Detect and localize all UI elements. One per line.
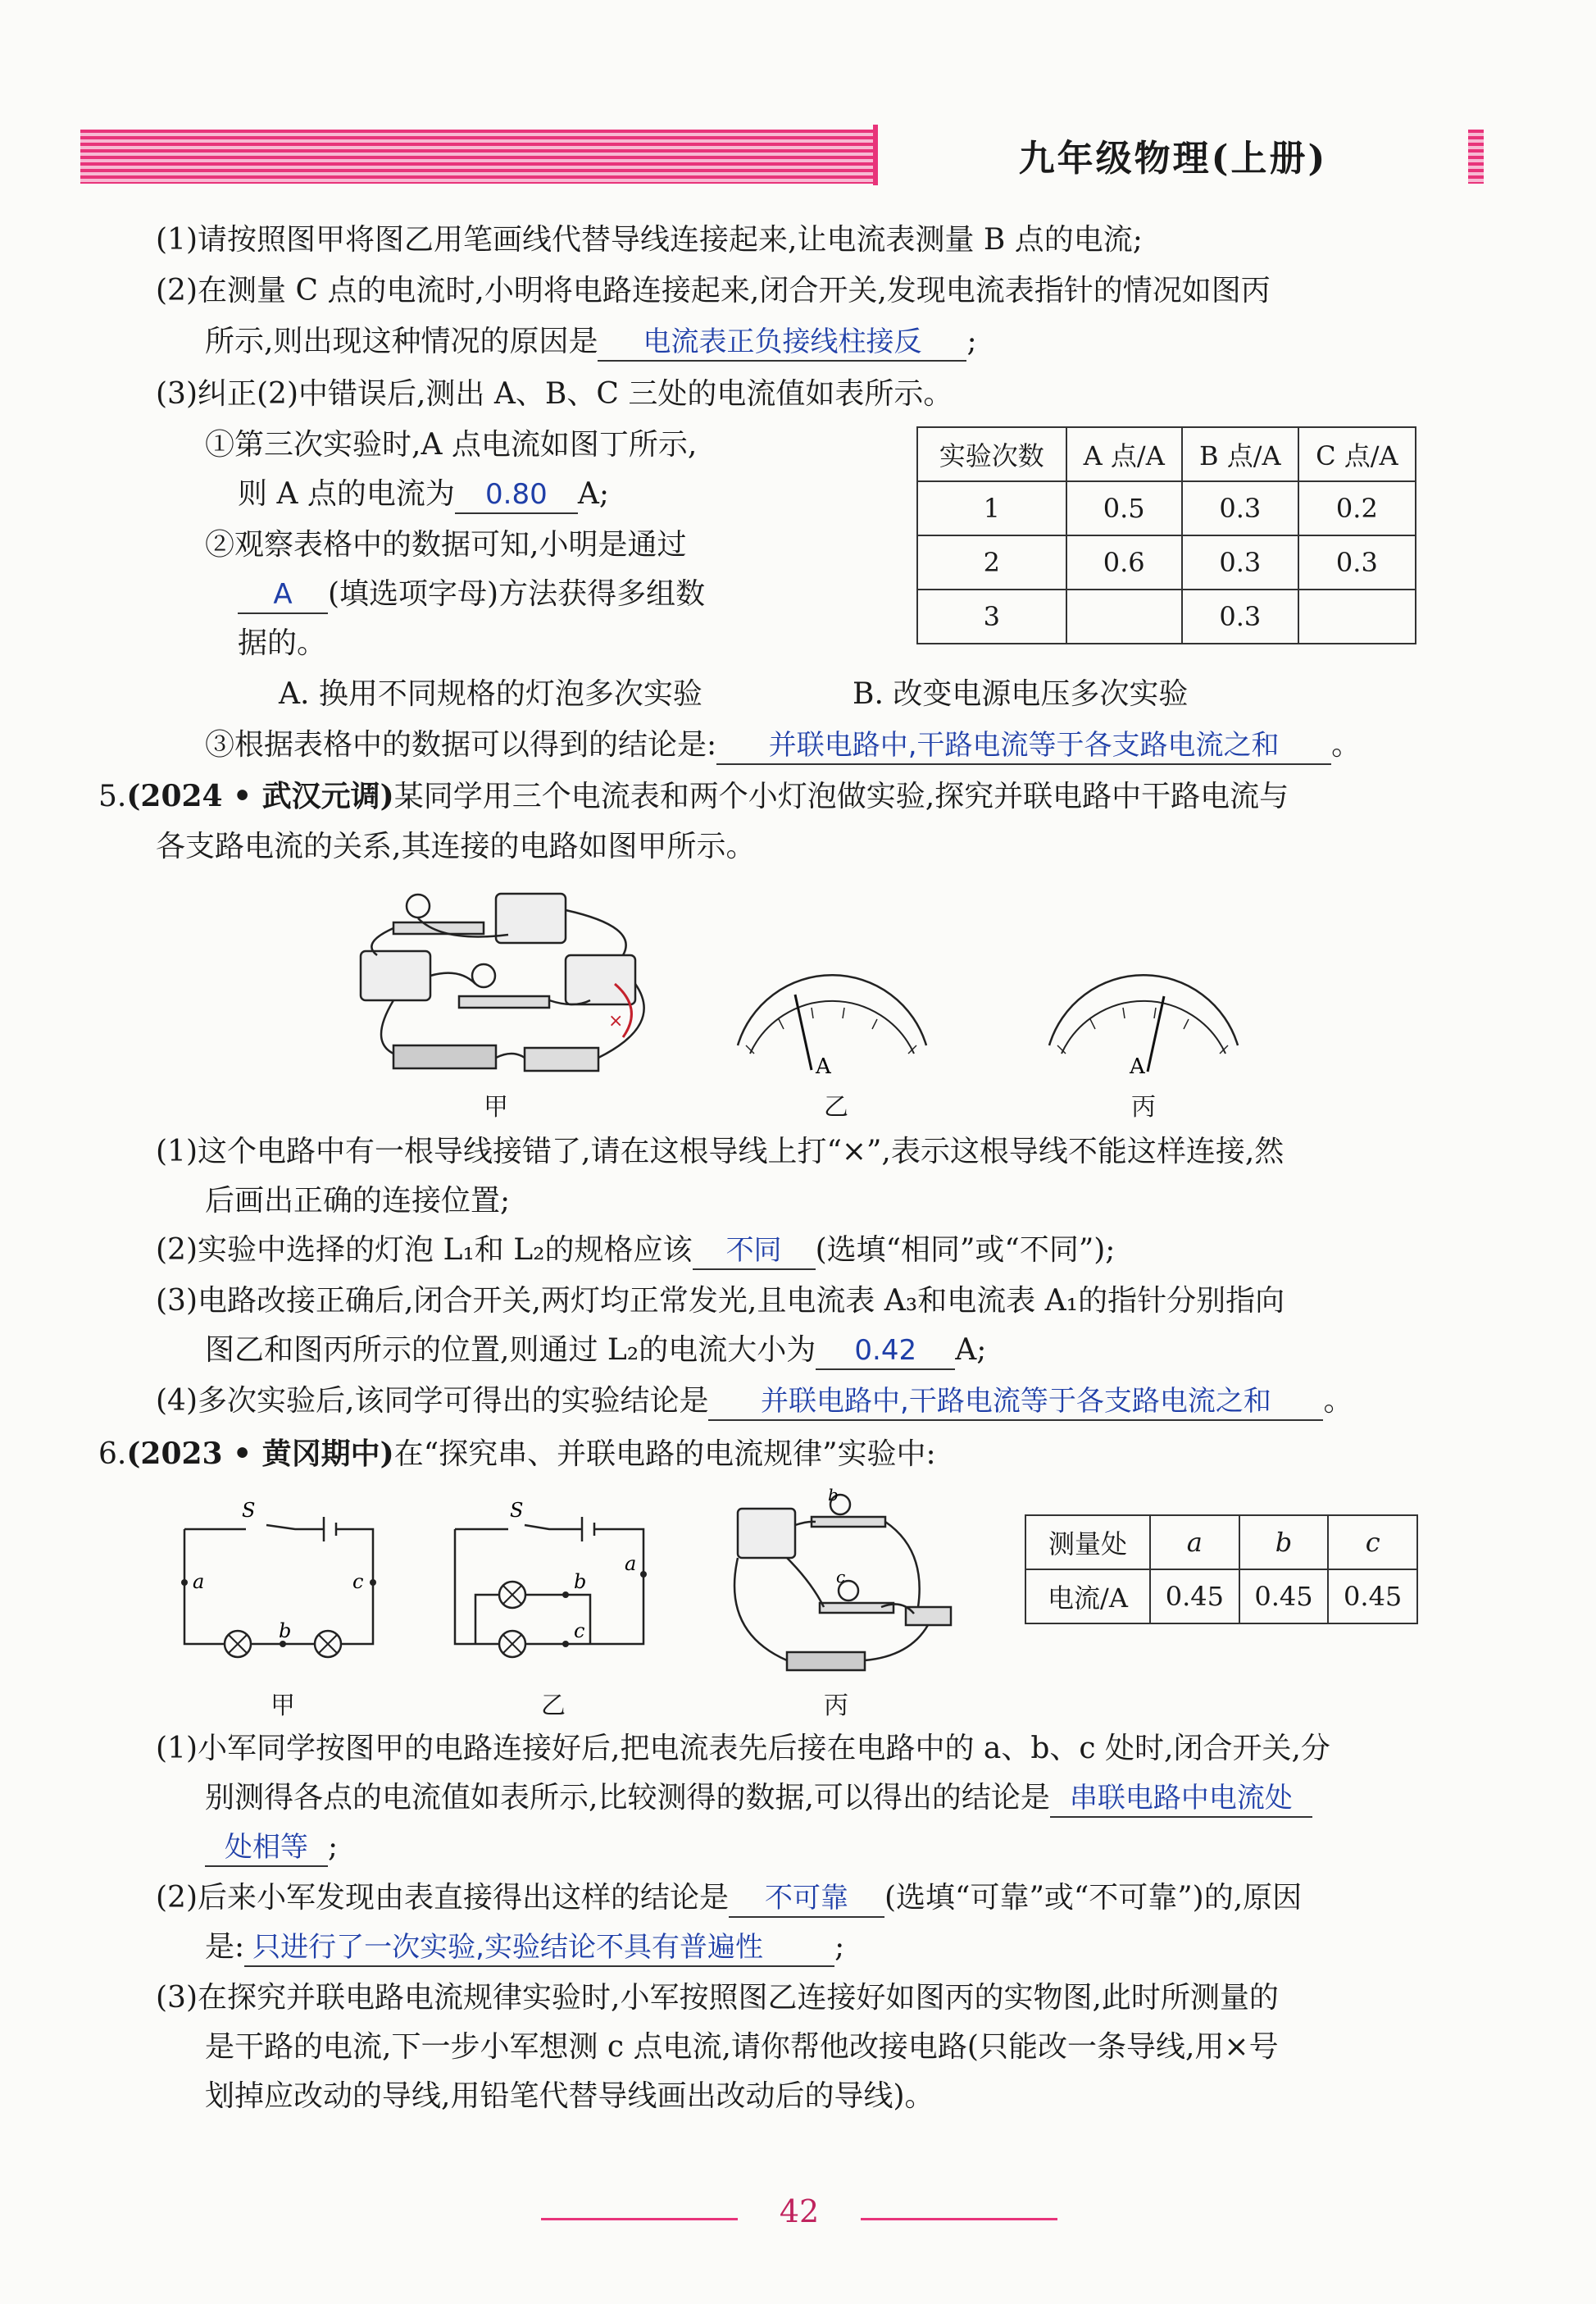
q5-part2 <box>156 1230 1115 1271</box>
q6-part2-answer: 不可靠 <box>729 1880 884 1918</box>
q5-caption-yi: 乙 <box>824 1093 848 1122</box>
q4-sub1-line1: ①第三次实验时,A 点电流如图丁所示, <box>205 428 698 462</box>
table-cell: 1 <box>917 481 1066 535</box>
q6-part3-line2: 是干路的电流,下一步小军想测 c 点电流,请你帮他改接电路(只能改一条导线,用×号 <box>205 2030 1279 2064</box>
table-header-row <box>917 427 1416 481</box>
q6-bing-label-c: c <box>836 1567 846 1587</box>
q6-source: (2023 • 黄冈期中) <box>126 1437 394 1471</box>
q6-figure-bing-physical-circuit <box>713 1484 959 1681</box>
q6-part1-line3 <box>205 1827 338 1868</box>
table-cell: 2 <box>917 535 1066 590</box>
q6-caption-yi: 乙 <box>541 1692 566 1720</box>
q6-jia-switch-label: S <box>242 1499 256 1522</box>
q4-part2-line1: (2)在测量 C 点的电流时,小明将电路连接起来,闭合开关,发现电流表指针的情况如图丙 <box>156 274 1271 307</box>
q5-part2-rest: (选填“相同”或“不同”); <box>815 1233 1116 1267</box>
q5-caption-jia: 甲 <box>484 1093 508 1122</box>
q6-stem <box>98 1433 936 1475</box>
table-header-cell: B 点/A <box>1182 427 1298 481</box>
table-cell: 3 <box>917 590 1066 644</box>
q6-part2-line2 <box>205 1927 844 1968</box>
footer-rule-right <box>861 2218 1057 2220</box>
q4-sub3 <box>205 725 1361 766</box>
q4-part2-answer: 电流表正负接线柱接反 <box>598 324 966 362</box>
q5-stem-line1 <box>98 776 1289 817</box>
table-cell <box>1066 590 1182 644</box>
q4-part2-end: ; <box>966 325 977 358</box>
svg-text:×: × <box>608 1011 624 1031</box>
q4-sub2-answer: A <box>238 576 328 614</box>
table-cell: 0.45 <box>1328 1569 1417 1623</box>
q4-sub3-end: 。 <box>1331 728 1362 762</box>
q6-part2-end: ; <box>834 1930 845 1964</box>
q5-figure-yi-ammeter <box>721 972 943 1078</box>
q4-sub2-line1: ②观察表格中的数据可知,小明是通过 <box>205 528 687 562</box>
q6-part1-line2 <box>205 1778 1312 1819</box>
q4-sub1-line2 <box>238 474 609 515</box>
q6-caption-jia: 甲 <box>271 1692 295 1720</box>
q5-part3-line1: (3)电路改接正确后,闭合开关,两灯均正常发光,且电流表 A₃和电流表 A₁的指针分别指向 <box>156 1284 1285 1318</box>
page-title: 九年级物理(上册) <box>873 125 1468 185</box>
q5-part4-end: 。 <box>1323 1384 1353 1418</box>
table-header-cell: A 点/A <box>1066 427 1182 481</box>
q6-figure-yi-parallel-circuit <box>443 1496 656 1660</box>
table-header-cell: c <box>1328 1515 1417 1569</box>
q6-jia-label-a: a <box>193 1570 205 1593</box>
q4-sub3-text: ③根据表格中的数据可以得到的结论是: <box>205 728 717 762</box>
q6-part2-answer2: 只进行了一次实验,实验结论不具有普遍性 <box>244 1929 834 1967</box>
q6-number: 6. <box>98 1437 127 1471</box>
q6-part1-line1: (1)小军同学按图甲的电路连接好后,把电流表先后接在电路中的 a、b、c 处时,闭合开关,分 <box>156 1732 1330 1765</box>
q4-sub1-answer: 0.80 <box>455 476 578 514</box>
q4-part2-line2 <box>205 321 977 362</box>
q5-caption-bing: 丙 <box>1131 1093 1156 1122</box>
table-cell: 0.3 <box>1182 590 1298 644</box>
q5-part4-text: (4)多次实验后,该同学可得出的实验结论是 <box>156 1384 709 1418</box>
table-row <box>1025 1569 1417 1623</box>
q5-part3-unit: A; <box>955 1333 987 1367</box>
q5-part1-line1: (1)这个电路中有一根导线接错了,请在这根导线上打“×”,表示这根导线不能这样连接,然 <box>156 1135 1285 1168</box>
table-row <box>917 481 1416 535</box>
q5-part3-answer: 0.42 <box>816 1332 955 1370</box>
q5-part4-answer: 并联电路中,干路电流等于各支路电流之和 <box>708 1383 1323 1421</box>
table-cell: 0.6 <box>1066 535 1182 590</box>
table-header-row <box>1025 1515 1417 1569</box>
q4-sub2-text: (填选项字母)方法获得多组数 <box>328 577 706 611</box>
q4-sub2-line3: 据的。 <box>238 626 327 660</box>
q6-part2-rest: (选填“可靠”或“不可靠”)的,原因 <box>884 1881 1303 1915</box>
q6-part3-line3: 划掉应改动的导线,用铅笔代替导线画出改动后的导线)。 <box>205 2079 934 2113</box>
table-header-cell: a <box>1150 1515 1239 1569</box>
table-cell: 电流/A <box>1025 1569 1150 1623</box>
table-cell: 0.3 <box>1298 535 1416 590</box>
q4-part3: (3)纠正(2)中错误后,测出 A、B、C 三处的电流值如表所示。 <box>156 377 953 411</box>
q6-yi-label-c: c <box>574 1619 585 1642</box>
page-number: 42 <box>779 2193 820 2229</box>
table-cell: 0.45 <box>1239 1569 1329 1623</box>
q6-caption-bing: 丙 <box>824 1692 848 1720</box>
q4-option-b: B. 改变电源电压多次实验 <box>853 677 1189 711</box>
q4-part1: (1)请按照图甲将图乙用笔画线代替导线连接起来,让电流表测量 B 点的电流; <box>156 223 1143 257</box>
q6-bing-label-b: b <box>828 1485 839 1505</box>
q5-part3-text: 图乙和图丙所示的位置,则通过 L₂的电流大小为 <box>205 1333 816 1367</box>
q5-figure-jia <box>344 877 672 1091</box>
q4-sub2-line2 <box>238 574 705 615</box>
q6-part1-text: 别测得各点的电流值如表所示,比较测得的数据,可以得出的结论是 <box>205 1781 1050 1815</box>
q5-yi-meter-label: A <box>816 1054 831 1078</box>
table-cell <box>1298 590 1416 644</box>
q6-jia-label-c: c <box>352 1570 364 1593</box>
q5-source: (2024 • 武汉元调) <box>126 779 394 813</box>
q6-yi-label-b: b <box>574 1570 587 1593</box>
table-cell: 0.3 <box>1182 481 1298 535</box>
q5-number: 5. <box>98 780 127 813</box>
q6-data-table <box>1025 1514 1418 1624</box>
q6-part2-text: (2)后来小军发现由表直接得出这样的结论是 <box>156 1881 729 1915</box>
q6-jia-label-b: b <box>279 1619 292 1642</box>
q5-part1-line2: 后画出正确的连接位置; <box>205 1184 511 1218</box>
q6-part1-answer-a: 串联电路中电流处 <box>1050 1780 1312 1818</box>
q4-option-a: A. 换用不同规格的灯泡多次实验 <box>279 677 703 711</box>
q5-figure-bing-ammeter <box>1033 972 1254 1078</box>
q5-part3-line2 <box>205 1330 986 1371</box>
q6-part3-line1: (3)在探究并联电路电流规律实验时,小军按照图乙连接好如图丙的实物图,此时所测量的 <box>156 1981 1279 2015</box>
table-cell: 0.5 <box>1066 481 1182 535</box>
table-header-cell: b <box>1239 1515 1329 1569</box>
q5-part2-text: (2)实验中选择的灯泡 L₁和 L₂的规格应该 <box>156 1233 693 1267</box>
q4-sub1-unit: A; <box>577 477 610 511</box>
q6-stem-text: 在“探究串、并联电路的电流规律”实验中: <box>393 1437 936 1471</box>
q5-stem-line2: 各支路电流的关系,其连接的电路如图甲所示。 <box>156 830 756 863</box>
q6-part1-end: ; <box>328 1830 339 1864</box>
table-header-cell: 实验次数 <box>917 427 1066 481</box>
table-header-cell: C 点/A <box>1298 427 1416 481</box>
table-header-cell: 测量处 <box>1025 1515 1150 1569</box>
q4-sub3-answer: 并联电路中,干路电流等于各支路电流之和 <box>716 727 1331 765</box>
q5-stem-text: 某同学用三个电流表和两个小灯泡做实验,探究并联电路中干路电流与 <box>393 780 1289 813</box>
table-row <box>917 535 1416 590</box>
q4-sub1-text: 则 A 点的电流为 <box>238 477 455 511</box>
q5-part4 <box>156 1381 1353 1422</box>
q6-yi-switch-label: S <box>510 1499 524 1522</box>
table-row <box>917 590 1416 644</box>
footer-rule-left <box>541 2218 738 2220</box>
q5-bing-meter-label: A <box>1130 1054 1145 1078</box>
q6-yi-label-a: a <box>625 1552 637 1575</box>
table-cell: 0.3 <box>1182 535 1298 590</box>
q6-figure-jia-series-circuit <box>172 1496 385 1660</box>
q4-part2-text: 所示,则出现这种情况的原因是 <box>205 325 598 358</box>
q6-part1-answer-b: 处相等 <box>205 1829 328 1867</box>
q4-data-table <box>916 426 1416 644</box>
q6-part2-line2-text: 是: <box>205 1930 245 1964</box>
q5-part2-answer: 不同 <box>693 1232 816 1270</box>
table-cell: 0.2 <box>1298 481 1416 535</box>
table-cell: 0.45 <box>1150 1569 1239 1623</box>
q6-part2-line1 <box>156 1878 1302 1919</box>
